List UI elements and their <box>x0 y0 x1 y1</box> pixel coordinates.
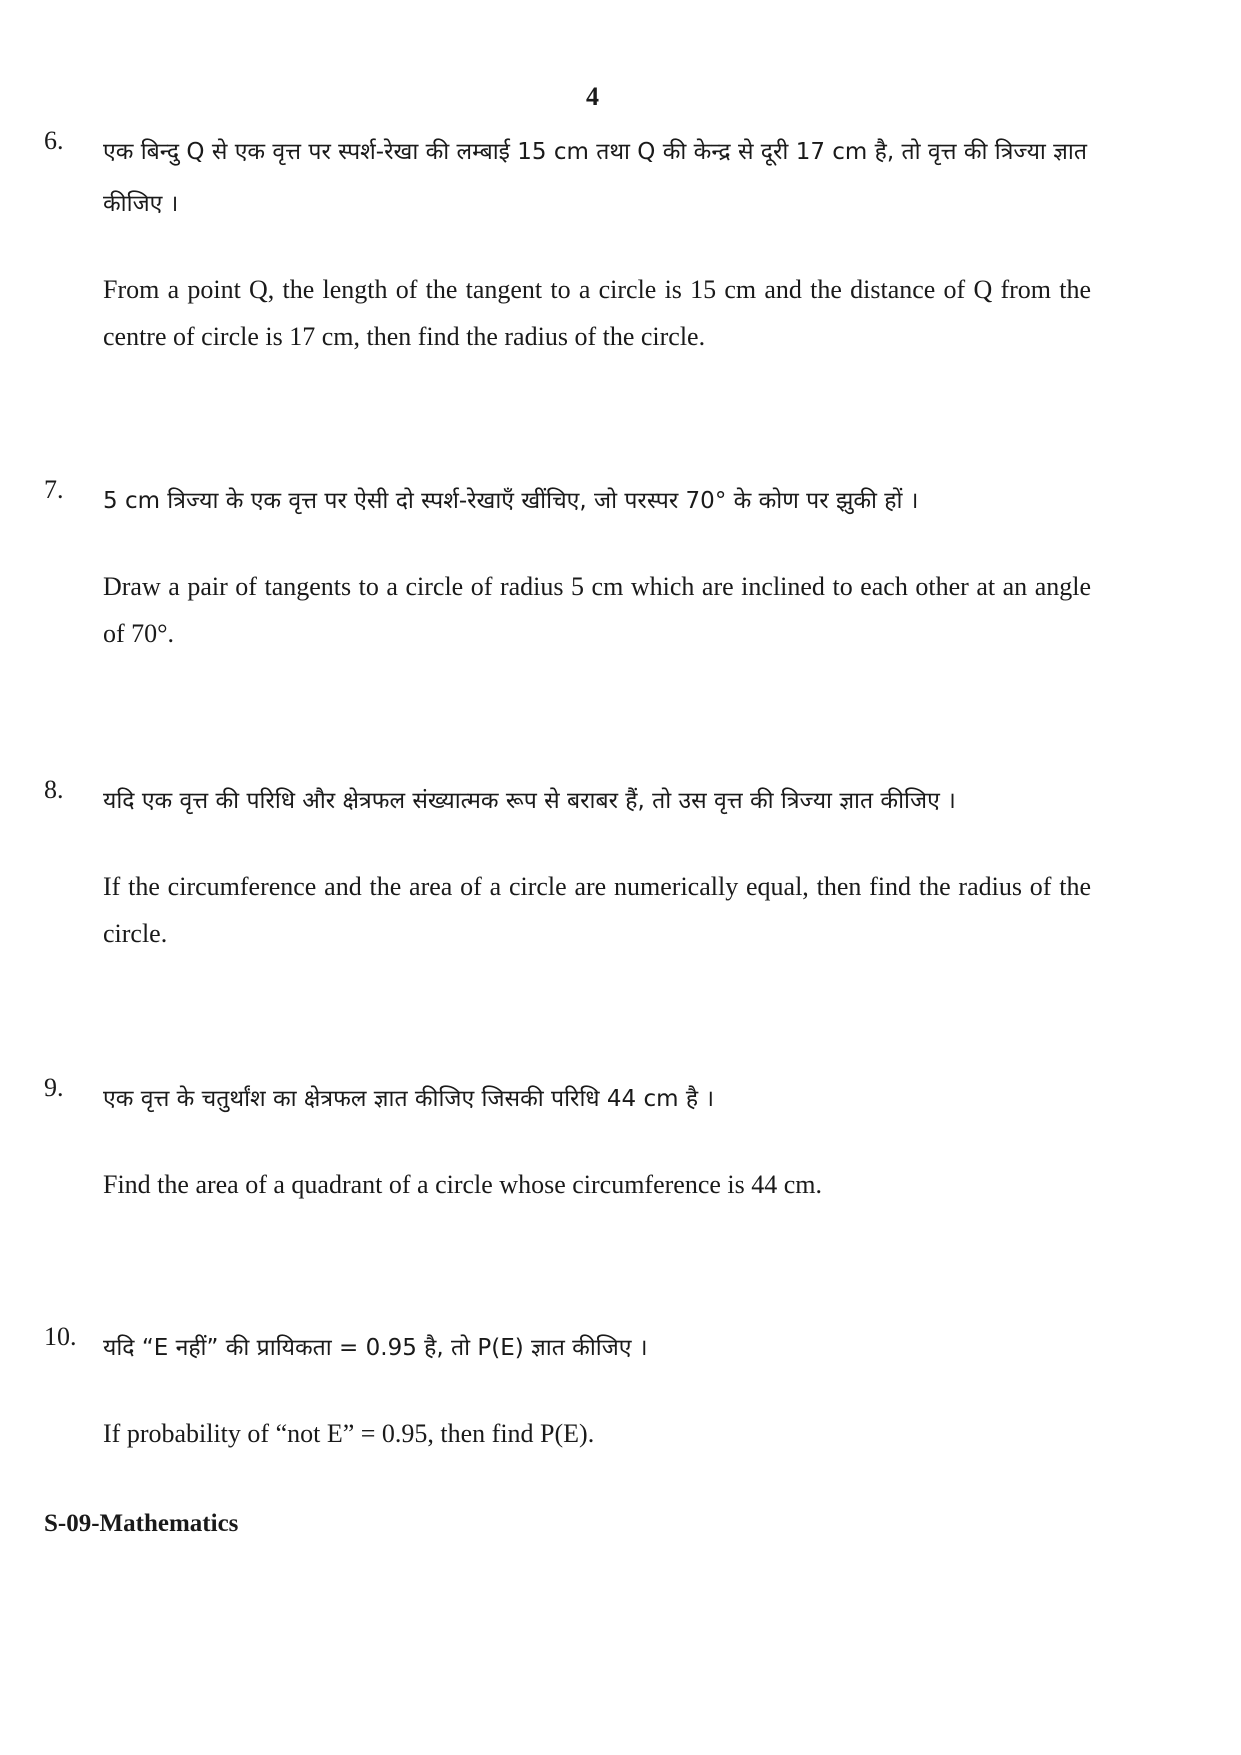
question-text-english: Draw a pair of tangents to a circle of radius 5 cm which are inclined to each other at an angle of 70°. <box>103 572 1091 648</box>
question-7 <box>44 475 1094 657</box>
question-8 <box>44 775 1094 957</box>
question-text-hindi: यदि “E नहीं” की प्रायिकता = 0.95 है, तो P(E) ज्ञात कीजिए । <box>103 1335 648 1361</box>
question-9 <box>44 1073 1094 1208</box>
question-text-hindi: 5 cm त्रिज्या के एक वृत्त पर ऐसी दो स्पर्श-रेखाएँ खींचिए, जो परस्पर 70° के कोण पर झुकी हों । <box>103 488 919 514</box>
question-text-hindi: यदि एक वृत्त की परिधि और क्षेत्रफल संख्यात्मक रूप से बराबर हैं, तो उस वृत्त की त्रिज्या ज्ञात कीजिए । <box>103 788 956 814</box>
question-number: 7. <box>44 475 64 504</box>
question-10 <box>44 1322 1094 1457</box>
question-text-english: If the circumference and the area of a circle are numerically equal, then find the radius of the circle. <box>103 872 1091 948</box>
question-text-hindi: एक वृत्त के चतुर्थांश का क्षेत्रफल ज्ञात कीजिए जिसकी परिधि 44 cm है । <box>103 1086 715 1112</box>
question-number: 8. <box>44 775 64 804</box>
question-text-english: From a point Q, the length of the tangent to a circle is 15 cm and the distance of Q from the centre of circle is 17 cm, then find the radius of the circle. <box>103 275 1091 351</box>
question-text-english: If probability of “not E” = 0.95, then find P(E). <box>103 1419 595 1448</box>
question-text-hindi: एक बिन्दु Q से एक वृत्त पर स्पर्श-रेखा की लम्बाई 15 cm तथा Q की केन्द्र से दूरी 17 cm है, तो वृत्त की त्रिज्या ज्ञात कीजिए । <box>103 139 1087 217</box>
question-6 <box>44 126 1094 360</box>
question-number: 10. <box>44 1322 77 1351</box>
paper-code-footer: S-09-Mathematics <box>44 1510 239 1537</box>
question-text-english: Find the area of a quadrant of a circle whose circumference is 44 cm. <box>103 1170 823 1199</box>
page-number: 4 <box>586 82 599 111</box>
question-number: 9. <box>44 1073 64 1102</box>
question-number: 6. <box>44 126 64 155</box>
